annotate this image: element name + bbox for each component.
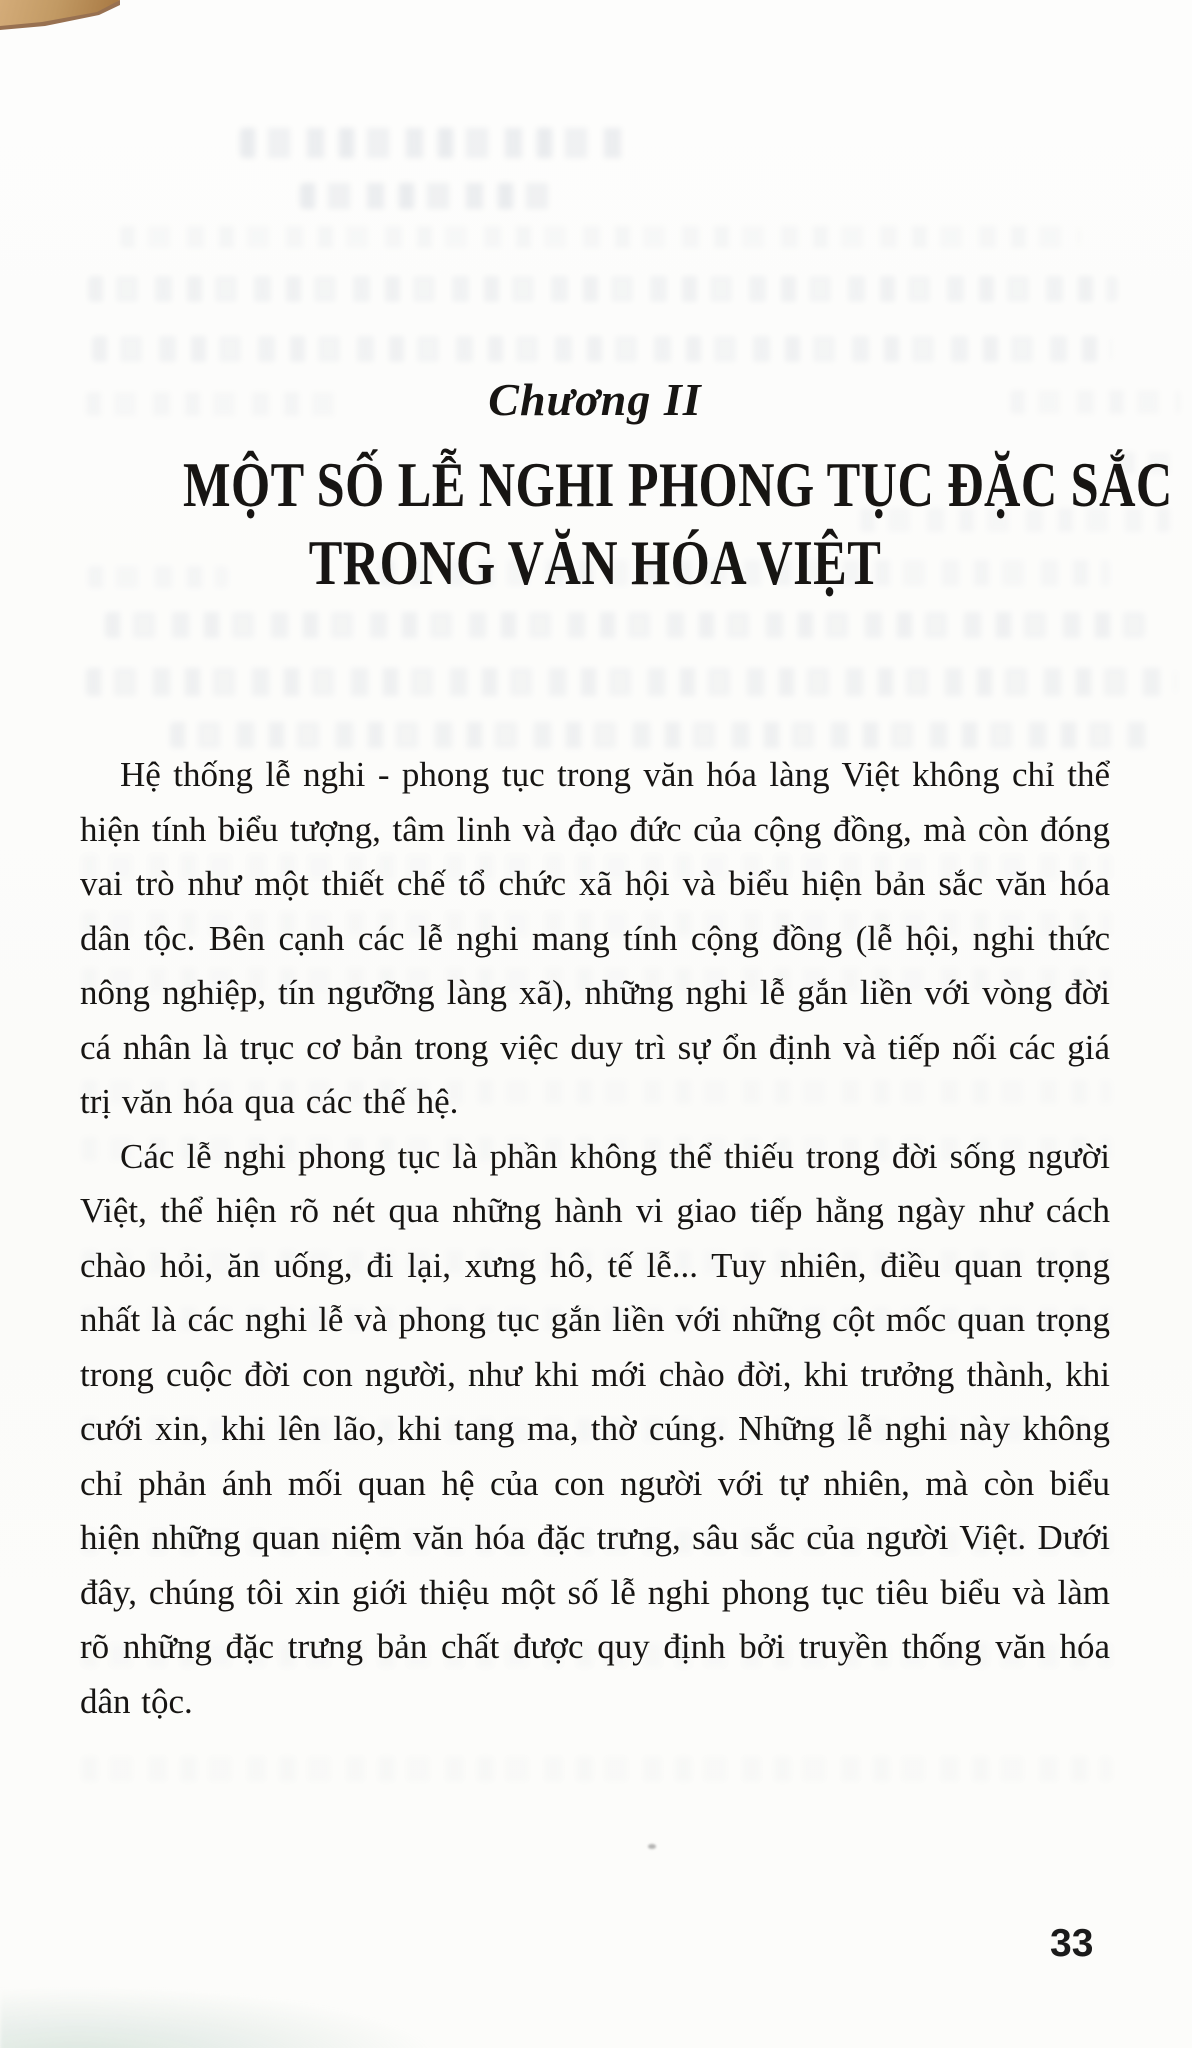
- chapter-title-line2: TRONG VĂN HÓA VIỆT: [308, 528, 882, 598]
- bleed-through-text: [300, 183, 550, 209]
- page-number: 33: [1050, 1922, 1094, 1965]
- bleed-through-text: [88, 276, 1118, 302]
- chapter-label: Chương II: [488, 374, 702, 425]
- bleed-through-text: [82, 1757, 1112, 1781]
- bleed-through-text: [92, 336, 1112, 362]
- bleed-through-text: [170, 722, 1150, 748]
- bleed-through-text: [105, 612, 1145, 638]
- scan-speck: [648, 1844, 656, 1849]
- bleed-through-text: [120, 226, 1080, 248]
- chapter-title-line1: MỘT SỐ LỄ NGHI PHONG TỤC ĐẶC SẮC: [183, 450, 1173, 520]
- scan-edge-haze: [0, 1988, 430, 2048]
- bleed-through-text: [240, 128, 630, 158]
- body-text: [80, 748, 1110, 1729]
- chapter-title: [80, 446, 1173, 602]
- paragraph-2: Các lễ nghi phong tục là phần không thể thiếu trong đời sống người Việt, thể hiện rõ nét qua những hành vi giao tiếp hằng ngày như cách chào hỏi, ăn uống, đi lại, xưng hô, tế lễ... Tuy nhiên, điều quan trọng nhất là các nghi lễ và phong tục gắn liền với những cột mốc quan trọng trong cuộc đời con người, như khi mới chào đời, khi trưởng thành, khi cưới xin, khi lên lão, khi tang ma, thờ cúng. Những lễ nghi này không chỉ phản ánh mối quan hệ của con người với tự nhiên, mà còn biểu hiện những quan niệm văn hóa đặc trưng, sâu sắc của người Việt. Dưới đây, chúng tôi xin giới thiệu một số lễ nghi phong tục tiêu biểu và làm rõ những đặc trưng bản chất được quy định bởi truyền thống văn hóa dân tộc.: [80, 1136, 1110, 1721]
- paragraph-1: Hệ thống lễ nghi - phong tục trong văn hóa làng Việt không chỉ thể hiện tính biểu tượng, tâm linh và đạo đức của cộng đồng, mà còn đóng vai trò như một thiết chế tổ chức xã hội và biểu hiện bản sắc văn hóa dân tộc. Bên cạnh các lễ nghi mang tính cộng đồng (lễ hội, nghi thức nông nghiệp, tín ngưỡng làng xã), những nghi lễ gắn liền với vòng đời cá nhân là trục cơ bản trong việc duy trì sự ổn định và tiếp nối các giá trị văn hóa qua các thế hệ.: [80, 755, 1110, 1121]
- bleed-through-text: [86, 668, 1176, 696]
